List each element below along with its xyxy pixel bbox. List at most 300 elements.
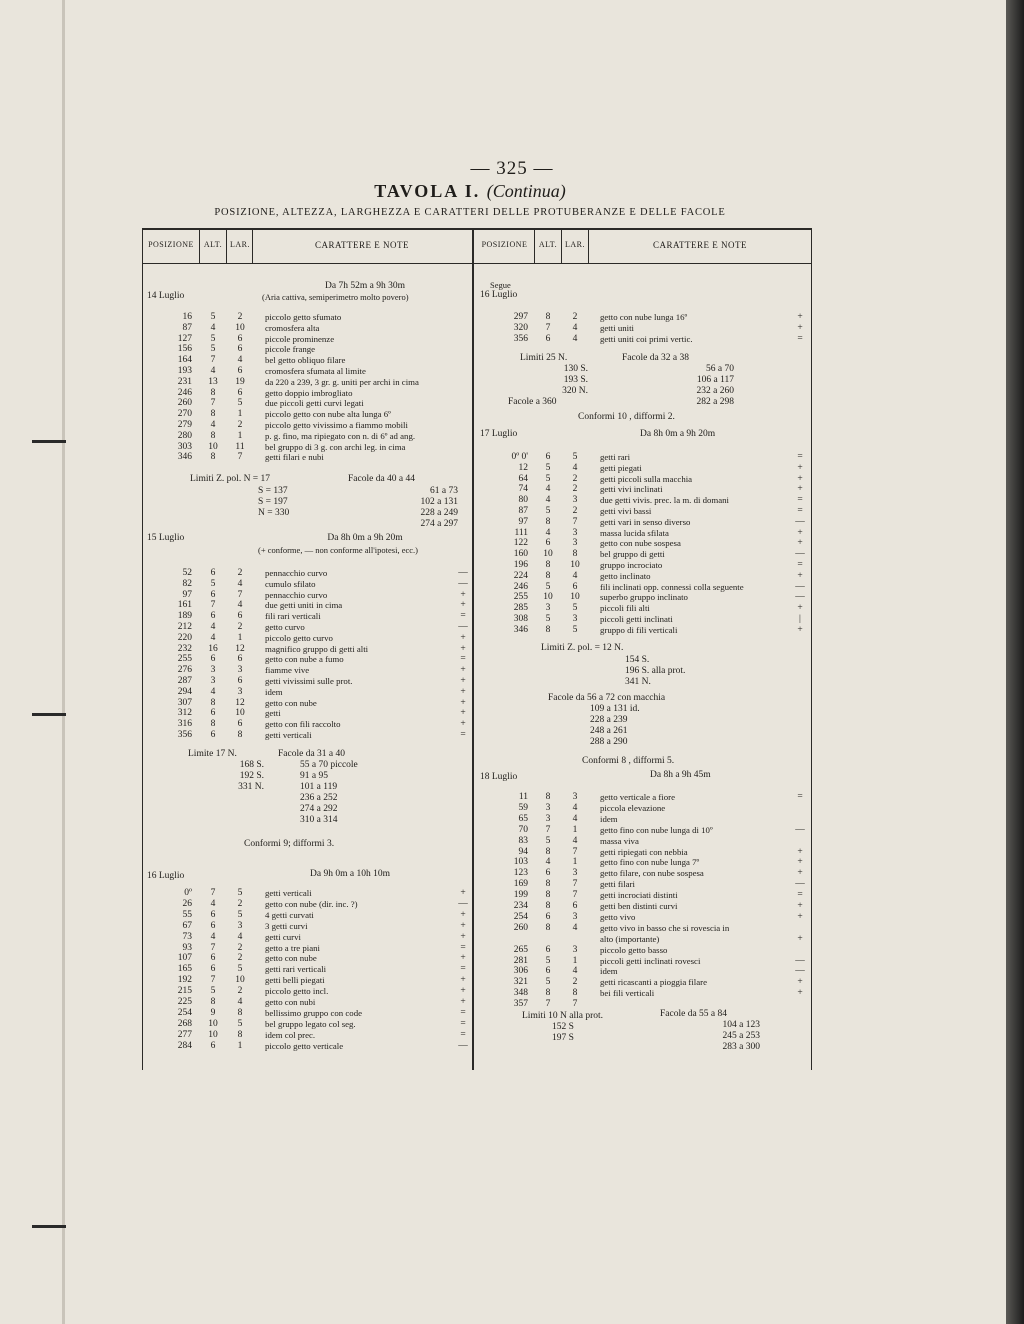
row-carattere: getto con nube xyxy=(265,953,317,964)
row-carattere: getti vivi bassi xyxy=(600,506,652,516)
row-larghezza: 4 xyxy=(237,600,243,611)
row-position: 297 xyxy=(513,312,528,322)
limiti-line: 130 S. xyxy=(563,364,588,374)
row-larghezza: 11 xyxy=(235,441,245,452)
date-label: 16 Luglio xyxy=(480,290,518,300)
row-carattere: fili inclinati opp. connessi colla seguente xyxy=(600,581,744,592)
row-larghezza: 3 xyxy=(572,495,578,506)
row-altezza: 5 xyxy=(545,462,551,473)
row-position: 356 xyxy=(513,333,528,344)
row-position: 220 xyxy=(177,632,192,643)
row-conformity-mark: — xyxy=(795,955,805,966)
row-larghezza: 2 xyxy=(237,568,243,578)
row-carattere: getti ripiegati con nebbia xyxy=(600,846,688,857)
row-position: 103 xyxy=(513,857,528,868)
row-conformity-mark: + xyxy=(460,643,466,654)
date-label: 15 Luglio xyxy=(147,533,185,543)
row-altezza: 16 xyxy=(208,643,218,654)
row-carattere: bel gruppo di getti xyxy=(600,549,665,560)
row-larghezza: 5 xyxy=(237,909,243,920)
row-carattere: cumulo sfilato xyxy=(265,578,316,589)
row-altezza: 7 xyxy=(210,600,216,611)
row-conformity-mark: + xyxy=(460,920,466,931)
row-altezza: 5 xyxy=(545,955,551,966)
limiti-line: S = 137 xyxy=(258,486,288,496)
row-position: 270 xyxy=(177,409,192,420)
row-larghezza: 6 xyxy=(237,719,243,730)
row-carattere: bel getto obliquo filare xyxy=(265,355,346,366)
row-carattere: massa viva xyxy=(600,835,639,846)
row-position: 246 xyxy=(177,387,192,398)
limiti-line: 154 S. xyxy=(625,655,650,665)
row-carattere: getti vivi inclinati xyxy=(600,484,663,495)
row-position: 212 xyxy=(177,622,192,632)
limiti-line: 197 S xyxy=(552,1033,574,1043)
row-conformity-mark: + xyxy=(797,911,803,922)
row-carattere: getti rari xyxy=(600,452,631,462)
row-position: 284 xyxy=(177,1040,192,1051)
row-larghezza: 10 xyxy=(570,592,580,603)
title-main: TAVOLA I. xyxy=(374,181,481,201)
row-conformity-mark: — xyxy=(795,516,805,527)
row-carattere: getto a tre piani xyxy=(265,942,320,953)
row-altezza: 4 xyxy=(210,686,216,697)
facole-line: Facole da 40 a 44 xyxy=(348,474,416,484)
row-position: 127 xyxy=(177,333,192,344)
limiti-line: S = 197 xyxy=(258,497,288,507)
row-carattere: piccoli getti inclinati xyxy=(600,614,673,624)
row-position: 97 xyxy=(518,516,528,527)
date-label: 16 Luglio xyxy=(147,871,185,881)
row-altezza: 8 xyxy=(545,846,551,857)
row-conformity-mark: = xyxy=(460,1007,466,1018)
row-conformity-mark: + xyxy=(797,462,803,473)
row-altezza: 6 xyxy=(545,868,551,879)
row-conformity-mark: + xyxy=(460,909,466,920)
row-carattere: due getti uniti in cima xyxy=(265,600,343,611)
row-larghezza: 6 xyxy=(572,901,578,911)
row-altezza: 6 xyxy=(545,538,551,549)
row-larghezza: 12 xyxy=(235,697,245,708)
observation-time: Da 8h 0m a 9h 20m xyxy=(327,533,403,543)
row-larghezza: 2 xyxy=(572,473,578,484)
row-carattere: cromosfera sfumata al limite xyxy=(265,366,366,376)
row-position: 52 xyxy=(182,568,192,578)
row-conformity-mark: = xyxy=(797,792,803,802)
row-position: 74 xyxy=(518,484,528,495)
row-larghezza: 1 xyxy=(237,632,243,643)
row-carattere: getto con fili raccolto xyxy=(265,719,341,730)
row-carattere: getti rari verticali xyxy=(265,964,327,975)
row-larghezza: 4 xyxy=(237,931,243,942)
row-position: 312 xyxy=(177,708,192,719)
row-larghezza: 10 xyxy=(235,708,245,719)
row-position: 276 xyxy=(177,665,192,676)
row-conformity-mark: = xyxy=(797,495,803,506)
row-larghezza: 19 xyxy=(235,376,245,387)
facole-line: 228 a 239 xyxy=(590,715,628,725)
limiti-line: 331 N. xyxy=(238,782,264,792)
row-larghezza: 5 xyxy=(237,1018,243,1029)
row-altezza: 5 xyxy=(545,581,551,592)
row-altezza: 3 xyxy=(210,676,216,686)
row-carattere: getti verticali xyxy=(265,730,312,740)
row-larghezza: 10 xyxy=(235,975,245,986)
row-position: 11 xyxy=(518,792,528,802)
header-carattere: CARATTERE E NOTE xyxy=(315,240,409,250)
row-position: 356 xyxy=(177,730,192,740)
row-conformity-mark: = xyxy=(460,1018,466,1029)
row-altezza: 6 xyxy=(210,953,216,964)
row-altezza: 6 xyxy=(545,452,551,462)
row-carattere: getti xyxy=(265,708,281,719)
row-altezza: 5 xyxy=(210,986,216,997)
row-larghezza: 2 xyxy=(572,484,578,495)
row-altezza: 4 xyxy=(210,898,216,909)
row-carattere: piccolo getto curvo xyxy=(265,632,333,643)
row-position: 73 xyxy=(182,931,192,942)
row-position: 65 xyxy=(518,813,528,824)
row-position: 254 xyxy=(513,911,528,922)
row-larghezza: 6 xyxy=(237,344,243,355)
row-larghezza: 5 xyxy=(237,398,243,409)
row-carattere: getti ben distinti curvi xyxy=(600,901,678,911)
binding-mark xyxy=(32,713,66,716)
row-conformity-mark: — xyxy=(458,622,468,632)
row-altezza: 13 xyxy=(208,376,218,387)
facole-line: 288 a 290 xyxy=(590,737,628,747)
row-conformity-mark: | xyxy=(799,614,801,624)
row-position: 164 xyxy=(177,355,192,366)
row-altezza: 8 xyxy=(210,430,216,441)
row-altezza: 6 xyxy=(545,333,551,344)
row-larghezza: 6 xyxy=(237,387,243,398)
row-larghezza: 6 xyxy=(237,676,243,686)
row-position: 161 xyxy=(177,600,192,611)
facole-line: 228 a 249 xyxy=(420,508,458,518)
row-larghezza: 2 xyxy=(237,898,243,909)
row-position: 64 xyxy=(518,473,528,484)
row-carattere: getto vivo in basso che si rovescia in xyxy=(600,922,730,933)
header-lar: LAR. xyxy=(565,240,585,249)
row-position: 83 xyxy=(518,835,528,846)
row-altezza: 4 xyxy=(545,857,551,868)
row-carattere: getto con nube a fumo xyxy=(265,654,344,665)
row-carattere: getti uniti coi primi vertic. xyxy=(600,333,693,344)
row-conformity-mark: = xyxy=(797,333,803,344)
row-altezza: 8 xyxy=(545,922,551,933)
row-altezza: 10 xyxy=(208,441,218,452)
row-carattere: getti uniti xyxy=(600,322,634,333)
row-carattere: getti ricascanti a pioggia filare xyxy=(600,977,707,988)
row-conformity-mark: + xyxy=(460,697,466,708)
row-altezza: 6 xyxy=(210,568,216,578)
row-larghezza: 4 xyxy=(572,813,578,824)
row-carattere: getti piccoli sulla macchia xyxy=(600,473,693,484)
row-altezza: 9 xyxy=(210,1007,216,1018)
row-larghezza: 10 xyxy=(235,322,245,333)
row-conformity-mark: + xyxy=(797,322,803,333)
row-altezza: 8 xyxy=(210,452,216,463)
limiti-line: Limiti 25 N. xyxy=(520,353,568,363)
row-altezza: 10 xyxy=(543,549,553,560)
row-altezza: 5 xyxy=(210,344,216,355)
row-position: 87 xyxy=(518,506,528,516)
row-carattere: 3 getti curvi xyxy=(265,920,308,931)
row-position: 265 xyxy=(513,944,528,955)
row-altezza: 3 xyxy=(210,665,216,676)
row-carattere: bellissimo gruppo con code xyxy=(265,1007,362,1018)
row-altezza: 4 xyxy=(210,632,216,643)
row-carattere: getti filari xyxy=(600,879,635,890)
row-larghezza: 7 xyxy=(572,890,578,901)
date-label: 17 Luglio xyxy=(480,429,518,439)
row-carattere: piccolo getto verticale xyxy=(265,1040,344,1051)
row-carattere: getto con nube sospesa xyxy=(600,538,681,549)
row-position: 169 xyxy=(513,879,528,890)
row-carattere: getti vari in senso diverso xyxy=(600,516,691,527)
row-altezza: 8 xyxy=(545,988,551,999)
facole-line: 248 a 261 xyxy=(590,726,628,736)
row-conformity-mark: + xyxy=(460,953,466,964)
row-altezza: 8 xyxy=(545,792,551,802)
row-conformity-mark: — xyxy=(795,581,805,592)
row-altezza: 5 xyxy=(545,614,551,624)
row-larghezza: 4 xyxy=(572,333,578,344)
row-carattere: 4 getti curvati xyxy=(265,909,314,920)
row-carattere: pennacchio curvo xyxy=(265,589,328,600)
row-carattere: getti piegati xyxy=(600,462,642,473)
row-position: 255 xyxy=(513,592,528,603)
row-conformity-mark: = xyxy=(460,730,466,740)
row-conformity-mark: + xyxy=(797,868,803,879)
row-altezza: 5 xyxy=(545,506,551,516)
row-position: 55 xyxy=(182,909,192,920)
row-position: 224 xyxy=(513,570,528,581)
date-label: 14 Luglio xyxy=(147,291,185,301)
row-larghezza: 6 xyxy=(237,654,243,665)
row-carattere: getto con nube (dir. inc. ?) xyxy=(265,898,358,909)
limiti-line: 168 S. xyxy=(239,760,264,770)
row-conformity-mark: + xyxy=(460,600,466,611)
row-larghezza: 4 xyxy=(572,922,578,933)
facole-line: 109 a 131 id. xyxy=(590,704,640,714)
row-carattere: due piccoli getti curvi legati xyxy=(265,398,364,409)
row-altezza: 3 xyxy=(545,603,551,614)
row-position: 308 xyxy=(513,614,528,624)
row-conformity-mark: + xyxy=(797,901,803,911)
date-label: Segue xyxy=(490,280,511,290)
row-position: 246 xyxy=(513,581,528,592)
row-altezza: 8 xyxy=(210,997,216,1007)
row-position: 346 xyxy=(513,624,528,635)
row-position: 307 xyxy=(177,697,192,708)
facole-line: 61 a 73 xyxy=(430,486,458,496)
row-altezza: 8 xyxy=(210,387,216,398)
row-larghezza: 4 xyxy=(237,997,243,1007)
row-position: 277 xyxy=(177,1029,192,1040)
header-lar: LAR. xyxy=(230,240,250,249)
row-larghezza: 7 xyxy=(237,452,243,463)
row-carattere: piccole frange xyxy=(265,344,316,355)
row-carattere: getto fino con nube lunga di 10º xyxy=(600,824,713,835)
limiti-line: Limite 17 N. xyxy=(188,749,237,759)
row-conformity-mark: + xyxy=(460,632,466,643)
row-carattere: alto (importante) xyxy=(600,933,660,944)
row-larghezza: 5 xyxy=(572,603,578,614)
row-conformity-mark: — xyxy=(795,966,805,977)
row-conformity-mark: — xyxy=(795,879,805,890)
row-altezza: 5 xyxy=(210,312,216,322)
facole-line: 56 a 70 xyxy=(706,364,734,374)
row-larghezza: 3 xyxy=(237,665,243,676)
limiti-line: Limiti Z. pol. N = 17 xyxy=(190,474,271,484)
row-larghezza: 2 xyxy=(237,942,243,953)
row-position: 279 xyxy=(177,420,192,430)
row-larghezza: 7 xyxy=(572,846,578,857)
row-conformity-mark: = xyxy=(797,890,803,901)
row-conformity-mark: + xyxy=(460,975,466,986)
row-larghezza: 1 xyxy=(237,430,243,441)
row-carattere: getti vivissimi sulle prot. xyxy=(265,676,353,686)
facole-line: 236 a 252 xyxy=(300,793,338,803)
row-carattere: piccola elevazione xyxy=(600,802,666,813)
row-conformity-mark: + xyxy=(460,719,466,730)
row-position: 306 xyxy=(513,966,528,977)
row-conformity-mark: + xyxy=(797,312,803,322)
row-altezza: 4 xyxy=(210,622,216,632)
row-position: 189 xyxy=(177,611,192,622)
row-position: 0º 0' xyxy=(511,452,528,462)
row-position: 193 xyxy=(177,366,192,376)
row-position: 59 xyxy=(518,802,528,813)
row-conformity-mark: + xyxy=(460,708,466,719)
row-altezza: 5 xyxy=(210,578,216,589)
limiti-line: 341 N. xyxy=(625,677,651,687)
row-carattere: da 220 a 239, 3 gr. g. uniti per archi in cima xyxy=(265,376,419,387)
row-position: 231 xyxy=(177,376,192,387)
row-altezza: 7 xyxy=(210,975,216,986)
row-altezza: 8 xyxy=(545,624,551,635)
row-larghezza: 3 xyxy=(572,911,578,922)
row-altezza: 8 xyxy=(545,879,551,890)
row-position: 268 xyxy=(177,1018,192,1029)
row-altezza: 8 xyxy=(210,719,216,730)
header-carattere: CARATTERE E NOTE xyxy=(653,240,747,250)
row-carattere: fiamme vive xyxy=(265,665,310,676)
row-altezza: 4 xyxy=(545,495,551,506)
row-position: 67 xyxy=(182,920,192,931)
row-altezza: 6 xyxy=(210,611,216,622)
row-position: 346 xyxy=(177,452,192,463)
table-subtitle: POSIZIONE, ALTEZZA, LARGHEZZA E CARATTERI DELLE PROTUBERANZE E DELLE FACOLE xyxy=(214,207,726,218)
row-carattere: getto fino con nube lunga 7º xyxy=(600,857,700,868)
row-larghezza: 3 xyxy=(572,614,578,624)
binding-mark xyxy=(32,440,66,443)
row-carattere: piccoli fili alti xyxy=(600,603,650,614)
row-altezza: 6 xyxy=(210,920,216,931)
row-position: 320 xyxy=(513,322,528,333)
row-larghezza: 5 xyxy=(237,964,243,975)
row-position: 234 xyxy=(513,901,528,911)
row-altezza: 10 xyxy=(208,1018,218,1029)
row-carattere: getto curvo xyxy=(265,622,305,632)
row-position: 232 xyxy=(177,643,192,654)
row-carattere: bei fili verticali xyxy=(600,988,655,999)
facole-line: Facole da 56 a 72 con macchia xyxy=(548,693,666,703)
row-altezza: 3 xyxy=(545,802,551,813)
conformi-summary: Conformi 10 , difformi 2. xyxy=(578,412,675,422)
row-position: 260 xyxy=(177,398,192,409)
row-position: 254 xyxy=(177,1007,192,1018)
facole-line: 283 a 300 xyxy=(722,1042,760,1052)
scan-edge xyxy=(1006,0,1024,1324)
row-larghezza: 6 xyxy=(237,366,243,376)
limiti-line: 320 N. xyxy=(562,386,588,396)
row-altezza: 7 xyxy=(545,824,551,835)
row-altezza: 8 xyxy=(545,560,551,570)
row-altezza: 7 xyxy=(545,999,551,1010)
row-conformity-mark: + xyxy=(797,977,803,988)
row-carattere: piccolo getto sfumato xyxy=(265,312,342,322)
row-position: 294 xyxy=(177,686,192,697)
row-altezza: 8 xyxy=(210,697,216,708)
row-altezza: 7 xyxy=(210,888,216,898)
row-larghezza: 3 xyxy=(572,944,578,955)
row-conformity-mark: + xyxy=(460,676,466,686)
conformi-summary: Conformi 8 , difformi 5. xyxy=(582,756,675,766)
row-carattere: getto doppio imbrogliato xyxy=(265,387,353,398)
row-larghezza: 4 xyxy=(237,578,243,589)
row-larghezza: 6 xyxy=(237,333,243,344)
row-carattere: getto inclinato xyxy=(600,570,651,581)
row-carattere: idem xyxy=(265,686,283,697)
row-conformity-mark: = xyxy=(460,964,466,975)
row-position: 122 xyxy=(513,538,528,549)
row-position: 303 xyxy=(177,441,192,452)
row-position: 348 xyxy=(513,988,528,999)
observation-note: (Aria cattiva, semiperimetro molto povero) xyxy=(262,292,409,302)
row-carattere: magnifico gruppo di getti alti xyxy=(265,643,369,654)
row-altezza: 7 xyxy=(210,355,216,366)
row-carattere: piccolo getto basso xyxy=(600,944,668,955)
row-altezza: 5 xyxy=(210,333,216,344)
row-altezza: 8 xyxy=(210,409,216,420)
page-number: — 325 — xyxy=(470,158,554,179)
row-conformity-mark: — xyxy=(458,1040,468,1051)
row-larghezza: 4 xyxy=(572,802,578,813)
row-conformity-mark: + xyxy=(797,988,803,999)
row-conformity-mark: = xyxy=(460,942,466,953)
row-conformity-mark: + xyxy=(797,857,803,868)
row-larghezza: 3 xyxy=(572,527,578,538)
row-altezza: 6 xyxy=(210,1040,216,1051)
row-carattere: getto filare, con nube sospesa xyxy=(600,868,704,879)
limiti-line: 152 S xyxy=(552,1022,574,1032)
row-larghezza: 2 xyxy=(237,986,243,997)
facole-line: 274 a 297 xyxy=(420,519,458,529)
header-posizione: POSIZIONE xyxy=(148,240,194,249)
row-position: 260 xyxy=(513,922,528,933)
row-carattere: getto con nube xyxy=(265,697,317,708)
row-larghezza: 5 xyxy=(572,624,578,635)
row-position: 0º xyxy=(184,888,192,898)
row-altezza: 5 xyxy=(545,977,551,988)
row-carattere: piccole prominenze xyxy=(265,333,335,344)
row-larghezza: 3 xyxy=(237,920,243,931)
row-carattere: piccolo getto con nube alta lunga 6º xyxy=(265,409,391,420)
row-conformity-mark: — xyxy=(795,549,805,560)
